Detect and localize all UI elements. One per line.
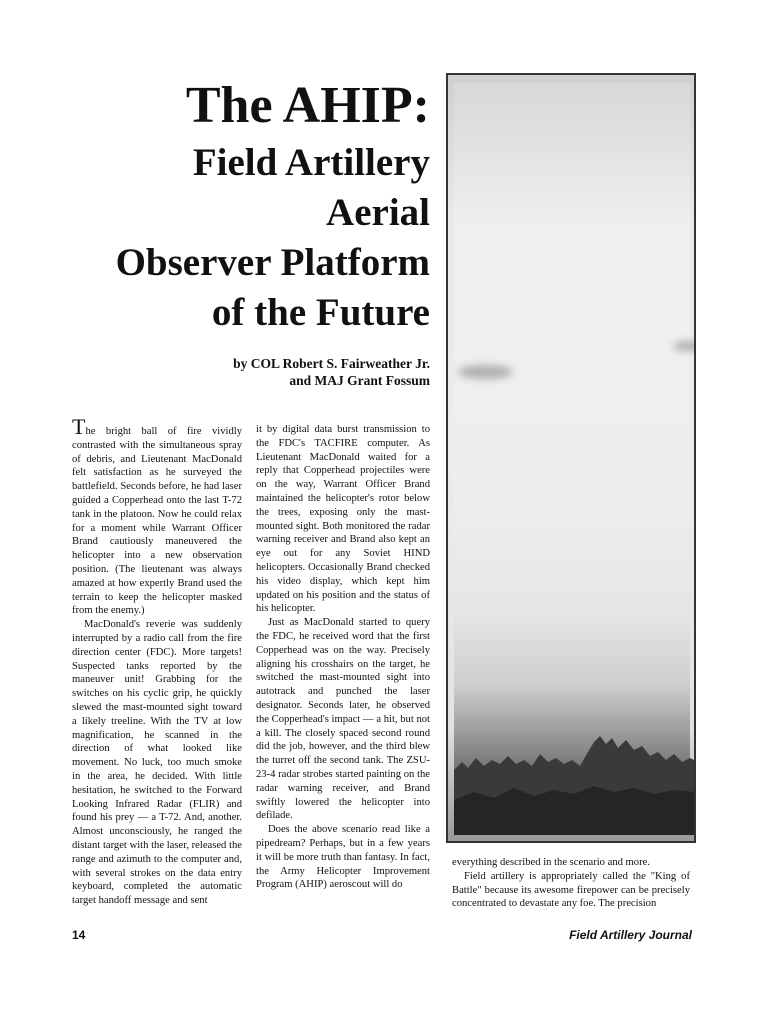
byline-line: and MAJ Grant Fossum (289, 373, 430, 388)
paragraph: Field artillery is appropriately called the "King of Battle" because its awesome firepower can be precisely concentrated to devastate any foe. The precision (452, 870, 690, 910)
subtitle-line: Observer Platform (115, 241, 430, 284)
photo-smudge (458, 365, 513, 379)
treeline-graphic (454, 730, 694, 835)
photo-sky (454, 83, 690, 835)
article-subtitle (60, 138, 430, 338)
text-column-2 (256, 423, 430, 892)
paragraph (72, 414, 242, 618)
paragraph-text: he bright ball of fire vividly contrasted with the simultaneous spray of debris, and Lieutenant MacDonald felt satisfaction as he surveyed the battlefield. Seconds before, he had laser guided a Copperhead onto the last T-72 tank in the platoon. Now he could relax for a moment while Warrant Officer Brand cautiously maneuvered the helicopter into a new observation position. (The lieutenant was always amazed at how expertly Brand used the terrain to keep the helicopter masked from the enemy.) (72, 426, 242, 617)
page-number: 14 (72, 928, 86, 942)
subtitle-line: Field Artillery (192, 141, 430, 184)
paragraph: Just as MacDonald started to query the FDC, he received word that the first Copperhead was on the way. Precisely aligning his crosshairs on the target, he switched the mast-mounted sight into autotrack and punched the laser designator. Seconds later, he observed the Copperhead's impact — a hit, but not a kill. The closely spaced second round did the job, however, and the third blew the turret off the second tank. The ZSU-23-4 radar strobes started painting on the radar warning receiver, and Brand swiftly lowered the helicopter into defilade. (256, 617, 430, 822)
subtitle-line: Aerial (326, 191, 430, 234)
photo-smudge (673, 341, 696, 351)
byline (150, 355, 430, 389)
paragraph: MacDonald's reverie was suddenly interrupted by a radio call from the fire direction center (FDC). More targets! Suspected tanks reported by the maneuver unit! Grabbing for the switches on his cyclic grip, he quickly slewed the mast-mounted sight toward a likely treeline. With the TV at low magnification, he scanned in the direction of what looked like movement. No luck, too much smoke in the area, he decided. With little hesitation, he switched to the Forward Looking Infrared Radar (FLIR) and found his prey — a T-72. And, another. Almost unconsciously, he ranged the distant target with the laser, released the range and azimuth to the computer and, with several strokes on the data entry keyboard, completed the automatic target handoff message and sent (72, 619, 242, 907)
drop-cap: T (72, 414, 86, 439)
journal-name: Field Artillery Journal (569, 928, 692, 942)
paragraph: it by digital data burst transmission to the FDC's TACFIRE computer. As Lieutenant MacDonald waited for a reply that Copperhead projectiles were on the way, Warrant Officer Brand maintained the helicopter's rotor below the trees, exposing only the mast-mounted sight. Both monitored the radar warning receiver and Brand also kept an eye out for any Soviet HIND helicopters. Occasionally Brand checked his video display, which kept him updated on his position and the status of his helicopter. (256, 424, 430, 615)
text-column-3 (452, 856, 690, 911)
article-title: The AHIP: (185, 77, 430, 134)
byline-line: by COL Robert S. Fairweather Jr. (233, 356, 430, 371)
title-block (60, 78, 430, 338)
text-column-1 (72, 414, 242, 908)
subtitle-line: of the Future (211, 291, 430, 334)
paragraph: everything described in the scenario and more. (452, 857, 650, 868)
paragraph: Does the above scenario read like a pipedream? Perhaps, but in a few years it will be more truth than fantasy. In fact, the Army Helicopter Improvement Program (AHIP) aeroscout will do (256, 824, 430, 891)
photo-helicopter-treeline (446, 73, 696, 843)
